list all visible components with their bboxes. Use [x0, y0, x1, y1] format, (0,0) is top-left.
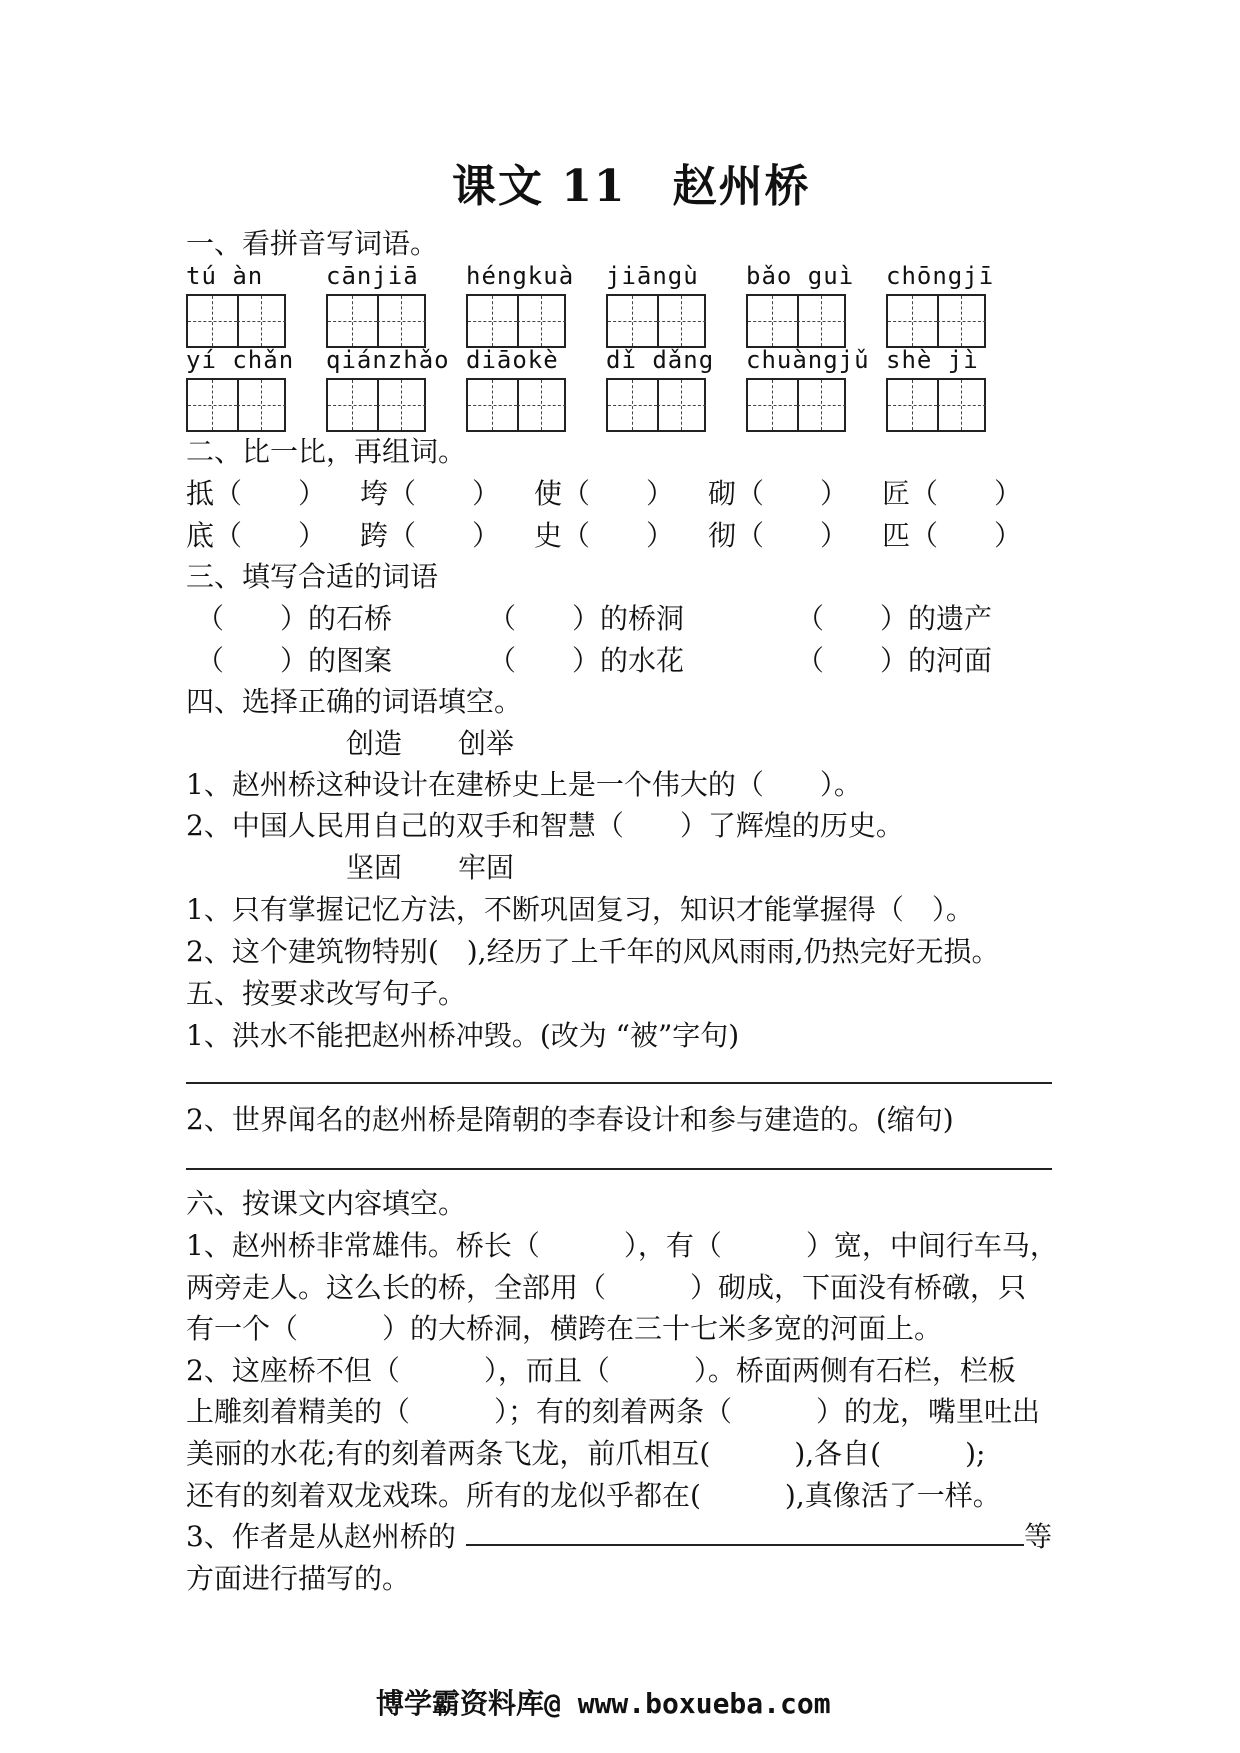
question-b2: 2、这个建筑物特别( ),经历了上千年的风风雨雨,仍热完好无损。 [186, 935, 1000, 968]
tianzige-cell [237, 380, 286, 430]
tianzige-cell [937, 296, 986, 346]
compare-item: 底（ ） [186, 519, 327, 552]
paragraph-line: 美丽的水花;有的刻着两条飞龙，前爪相互( ),各自( ); [186, 1437, 986, 1470]
tianzige-box[interactable] [746, 294, 846, 348]
section-5-heading: 五、按要求改写句子。 [186, 977, 467, 1010]
tianzige-cell [188, 380, 239, 430]
pinyin-label: chuàngjǔ [746, 346, 870, 374]
tianzige-box[interactable] [326, 378, 426, 432]
fill-item: （ ）的遗产 [796, 602, 993, 635]
paragraph-line: 两旁走人。这么长的桥，全部用（ ）砌成，下面没有桥礅，只 [186, 1270, 1027, 1304]
tianzige-cell [377, 296, 426, 346]
grid-guide-vertical [541, 380, 542, 430]
choice-pair-b: 坚固 牢固 [346, 851, 515, 884]
question-3-start: 3、作者是从赵州桥的 [186, 1520, 456, 1553]
tianzige-cell [328, 296, 379, 346]
fill-item: （ ）的水花 [488, 644, 685, 677]
tianzige-cell [797, 380, 846, 430]
tianzige-cell [748, 296, 799, 346]
tianzige-box[interactable] [746, 378, 846, 432]
question-3-end: 等 [1024, 1520, 1053, 1553]
paragraph-line: 还有的刻着双龙戏珠。所有的龙似乎都在( ),真像活了一样。 [186, 1478, 1001, 1512]
rewrite-question-1: 1、洪水不能把赵州桥冲毁。(改为 “被”字句) [186, 1019, 740, 1052]
compare-item: 跨（ ） [360, 519, 501, 552]
tianzige-cell [517, 296, 566, 346]
tianzige-cell [468, 380, 519, 430]
pinyin-label: héngkuà [466, 262, 575, 290]
tianzige-box[interactable] [466, 378, 566, 432]
pinyin-label: dǐ dǎng [606, 346, 715, 374]
paragraph-line: 上雕刻着精美的（ ）；有的刻着两条（ ）的龙，嘴里吐出 [186, 1395, 1041, 1429]
tianzige-cell [608, 296, 659, 346]
tianzige-box[interactable] [606, 294, 706, 348]
grid-guide-vertical [212, 380, 213, 430]
tianzige-box[interactable] [466, 294, 566, 348]
answer-line-1[interactable] [186, 1082, 1052, 1084]
section-4-heading: 四、选择正确的词语填空。 [186, 685, 523, 718]
pinyin-label: yí chǎn [186, 346, 295, 374]
pinyin-label: cānjiā [326, 262, 419, 290]
pinyin-label: bǎo guì [746, 262, 855, 290]
tianzige-box[interactable] [326, 294, 426, 348]
grid-guide-vertical [961, 296, 962, 346]
paragraph-line: 有一个（ ）的大桥洞，横跨在三十七米多宽的河面上。 [186, 1312, 943, 1346]
tianzige-cell [517, 380, 566, 430]
tianzige-cell [657, 380, 706, 430]
tianzige-cell [888, 296, 939, 346]
grid-guide-vertical [401, 380, 402, 430]
page-title: 课文 11 赵州桥 [452, 161, 811, 212]
tianzige-cell [608, 380, 659, 430]
grid-guide-vertical [352, 380, 353, 430]
answer-line-3[interactable] [466, 1544, 1024, 1546]
tianzige-box[interactable] [606, 378, 706, 432]
tianzige-cell [237, 296, 286, 346]
tianzige-cell [937, 380, 986, 430]
grid-guide-vertical [352, 296, 353, 346]
choice-pair-a: 创造 创举 [346, 727, 515, 760]
rewrite-question-2: 2、世界闻名的赵州桥是隋朝的李春设计和参与建造的。(缩句) [186, 1103, 954, 1136]
grid-guide-vertical [961, 380, 962, 430]
pinyin-label: jiāngù [606, 262, 699, 290]
section-3-heading: 三、填写合适的词语 [186, 560, 439, 593]
fill-item: （ ）的河面 [796, 644, 993, 677]
paragraph-line: 2、这座桥不但（ ），而且（ ）。桥面两侧有石栏，栏板 [186, 1353, 1016, 1387]
grid-guide-vertical [772, 380, 773, 430]
fill-item: （ ）的桥洞 [488, 602, 685, 635]
grid-guide-vertical [401, 296, 402, 346]
compare-item: 砌（ ） [708, 477, 849, 510]
tianzige-cell [188, 296, 239, 346]
tianzige-cell [328, 380, 379, 430]
compare-item: 使（ ） [534, 477, 675, 510]
tianzige-cell [748, 380, 799, 430]
section-6-heading: 六、按课文内容填空。 [186, 1187, 467, 1220]
grid-guide-vertical [261, 380, 262, 430]
compare-item: 匹（ ） [882, 519, 1023, 552]
answer-line-2[interactable] [186, 1168, 1052, 1170]
grid-guide-vertical [261, 296, 262, 346]
fill-item: （ ）的图案 [196, 644, 393, 677]
grid-guide-vertical [541, 296, 542, 346]
tianzige-cell [657, 296, 706, 346]
question-a1: 1、赵州桥这种设计在建桥史上是一个伟大的（ ）。 [186, 768, 862, 801]
grid-guide-vertical [821, 296, 822, 346]
section-1-heading: 一、看拼音写词语。 [186, 227, 439, 260]
tianzige-box[interactable] [186, 378, 286, 432]
compare-item: 垮（ ） [360, 477, 501, 510]
tianzige-cell [377, 380, 426, 430]
section-2-heading: 二、比一比，再组词。 [186, 435, 467, 468]
tianzige-cell [888, 380, 939, 430]
tianzige-cell [797, 296, 846, 346]
question-a2: 2、中国人民用自己的双手和智慧（ ）了辉煌的历史。 [186, 809, 904, 842]
compare-item: 抵（ ） [186, 477, 327, 510]
grid-guide-vertical [772, 296, 773, 346]
pinyin-label: diāokè [466, 346, 559, 374]
compare-item: 匠（ ） [882, 477, 1023, 510]
pinyin-label: tú àn [186, 262, 264, 290]
pinyin-label: shè jì [886, 346, 979, 374]
grid-guide-vertical [632, 380, 633, 430]
compare-item: 史（ ） [534, 519, 675, 552]
question-b1: 1、只有掌握记忆方法，不断巩固复习，知识才能掌握得（ ）。 [186, 893, 974, 926]
tianzige-box[interactable] [886, 294, 986, 348]
pinyin-label: chōngjī [886, 262, 995, 290]
watermark-footer: 博学霸资料库@ www.boxueba.com [376, 1687, 831, 1720]
grid-guide-vertical [912, 380, 913, 430]
fill-item: （ ）的石桥 [196, 602, 393, 635]
grid-guide-vertical [212, 296, 213, 346]
question-3-line2: 方面进行描写的。 [186, 1562, 411, 1595]
grid-guide-vertical [681, 380, 682, 430]
grid-guide-vertical [681, 296, 682, 346]
grid-guide-vertical [821, 380, 822, 430]
grid-guide-vertical [632, 296, 633, 346]
compare-item: 彻（ ） [708, 519, 849, 552]
pinyin-label: qiánzhǎo [326, 346, 450, 374]
grid-guide-vertical [492, 296, 493, 346]
tianzige-cell [468, 296, 519, 346]
grid-guide-vertical [492, 380, 493, 430]
paragraph-line: 1、赵州桥非常雄伟。桥长（ ），有（ ）宽，中间行车马， [186, 1229, 1058, 1262]
tianzige-box[interactable] [186, 294, 286, 348]
grid-guide-vertical [912, 296, 913, 346]
tianzige-box[interactable] [886, 378, 986, 432]
